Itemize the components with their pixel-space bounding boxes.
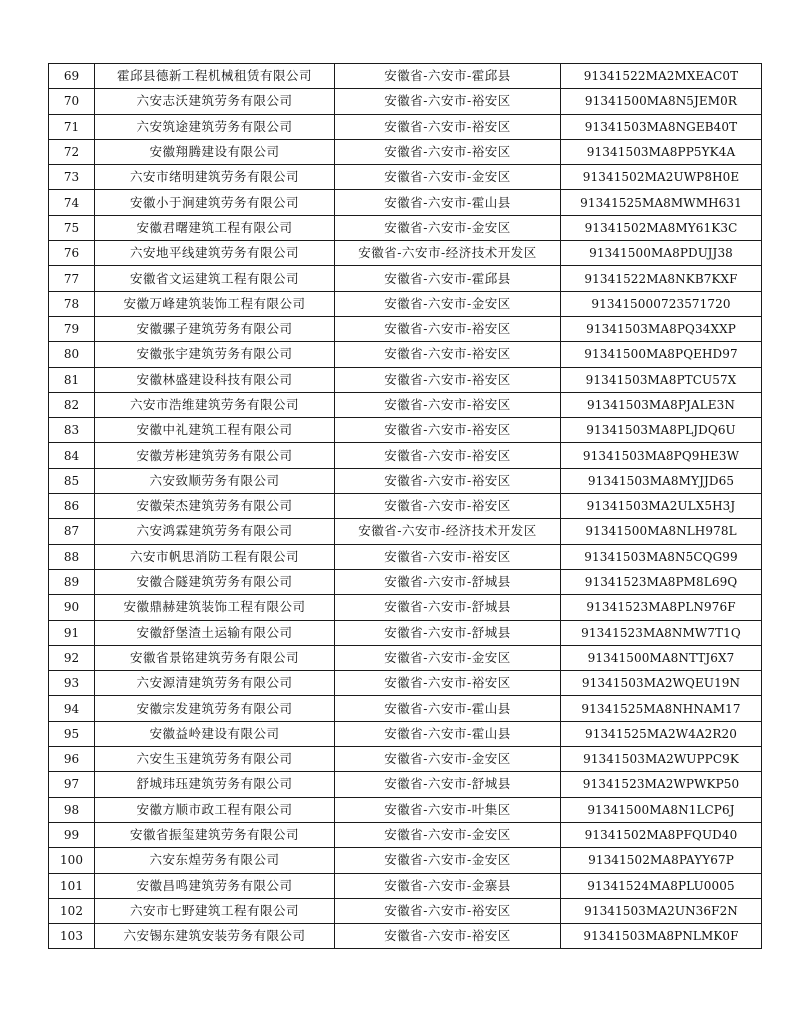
company-name-cell: 安徽荣杰建筑劳务有限公司 <box>95 494 335 519</box>
company-name-cell: 六安地平线建筑劳务有限公司 <box>95 241 335 266</box>
table-row <box>49 721 762 746</box>
region-cell: 安徽省-六安市-舒城县 <box>335 595 561 620</box>
table-row <box>49 367 762 392</box>
company-name-cell: 安徽省景铭建筑劳务有限公司 <box>95 645 335 670</box>
region-cell: 安徽省-六安市-裕安区 <box>335 671 561 696</box>
company-name-cell: 六安市浩维建筑劳务有限公司 <box>95 392 335 417</box>
credit-code-cell: 91341503MA8PQ9HE3W <box>561 443 762 468</box>
region-cell: 安徽省-六安市-裕安区 <box>335 898 561 923</box>
row-number: 101 <box>49 873 95 898</box>
credit-code-cell: 91341523MA2WPWKP50 <box>561 772 762 797</box>
row-number: 87 <box>49 519 95 544</box>
region-cell: 安徽省-六安市-裕安区 <box>335 924 561 949</box>
region-cell: 安徽省-六安市-裕安区 <box>335 114 561 139</box>
table-row <box>49 342 762 367</box>
row-number: 96 <box>49 747 95 772</box>
row-number: 82 <box>49 392 95 417</box>
table-row <box>49 671 762 696</box>
credit-code-cell: 91341500MA8NLH978L <box>561 519 762 544</box>
credit-code-cell: 91341503MA8PNLMK0F <box>561 924 762 949</box>
company-name-cell: 六安筑途建筑劳务有限公司 <box>95 114 335 139</box>
company-name-cell: 霍邱县德新工程机械租赁有限公司 <box>95 64 335 89</box>
table-row <box>49 797 762 822</box>
company-name-cell: 六安市七野建筑工程有限公司 <box>95 898 335 923</box>
credit-code-cell: 91341523MA8PM8L69Q <box>561 569 762 594</box>
region-cell: 安徽省-六安市-霍邱县 <box>335 64 561 89</box>
table-row <box>49 595 762 620</box>
credit-code-cell: 91341522MA2MXEAC0T <box>561 64 762 89</box>
credit-code-cell: 91341503MA8PLJDQ6U <box>561 418 762 443</box>
region-cell: 安徽省-六安市-舒城县 <box>335 772 561 797</box>
region-cell: 安徽省-六安市-金安区 <box>335 291 561 316</box>
table-row <box>49 569 762 594</box>
table-row <box>49 241 762 266</box>
region-cell: 安徽省-六安市-裕安区 <box>335 139 561 164</box>
credit-code-cell: 91341525MA8NHNAM17 <box>561 696 762 721</box>
company-name-cell: 安徽翔腾建设有限公司 <box>95 139 335 164</box>
credit-code-cell: 913415000723571720 <box>561 291 762 316</box>
row-number: 80 <box>49 342 95 367</box>
table-row <box>49 443 762 468</box>
region-cell: 安徽省-六安市-裕安区 <box>335 418 561 443</box>
row-number: 103 <box>49 924 95 949</box>
row-number: 90 <box>49 595 95 620</box>
company-name-cell: 六安市帆思消防工程有限公司 <box>95 544 335 569</box>
row-number: 92 <box>49 645 95 670</box>
row-number: 75 <box>49 215 95 240</box>
row-number: 84 <box>49 443 95 468</box>
region-cell: 安徽省-六安市-霍山县 <box>335 721 561 746</box>
region-cell: 安徽省-六安市-金安区 <box>335 848 561 873</box>
table-row <box>49 924 762 949</box>
credit-code-cell: 91341503MA8MYJJD65 <box>561 468 762 493</box>
table-row <box>49 316 762 341</box>
row-number: 71 <box>49 114 95 139</box>
company-name-cell: 六安东煌劳务有限公司 <box>95 848 335 873</box>
company-name-cell: 六安锡东建筑安装劳务有限公司 <box>95 924 335 949</box>
row-number: 100 <box>49 848 95 873</box>
row-number: 70 <box>49 89 95 114</box>
credit-code-cell: 91341500MA8NTTJ6X7 <box>561 645 762 670</box>
company-name-cell: 六安志沃建筑劳务有限公司 <box>95 89 335 114</box>
credit-code-cell: 91341500MA8N1LCP6J <box>561 797 762 822</box>
credit-code-cell: 91341525MA8MWMH631 <box>561 190 762 215</box>
table-row <box>49 696 762 721</box>
company-name-cell: 安徽方顺市政工程有限公司 <box>95 797 335 822</box>
row-number: 69 <box>49 64 95 89</box>
row-number: 91 <box>49 620 95 645</box>
region-cell: 安徽省-六安市-裕安区 <box>335 494 561 519</box>
credit-code-cell: 91341502MA8PAYY67P <box>561 848 762 873</box>
table-row <box>49 873 762 898</box>
row-number: 86 <box>49 494 95 519</box>
table-row <box>49 266 762 291</box>
credit-code-cell: 91341503MA8PQ34XXP <box>561 316 762 341</box>
table-row <box>49 215 762 240</box>
credit-code-cell: 91341503MA8N5CQG99 <box>561 544 762 569</box>
region-cell: 安徽省-六安市-霍山县 <box>335 696 561 721</box>
company-name-cell: 安徽舒堡渣土运输有限公司 <box>95 620 335 645</box>
company-name-cell: 六安源清建筑劳务有限公司 <box>95 671 335 696</box>
row-number: 79 <box>49 316 95 341</box>
row-number: 93 <box>49 671 95 696</box>
company-name-cell: 安徽张宇建筑劳务有限公司 <box>95 342 335 367</box>
region-cell: 安徽省-六安市-裕安区 <box>335 544 561 569</box>
table-row <box>49 620 762 645</box>
region-cell: 安徽省-六安市-裕安区 <box>335 316 561 341</box>
row-number: 98 <box>49 797 95 822</box>
table-row <box>49 190 762 215</box>
region-cell: 安徽省-六安市-裕安区 <box>335 392 561 417</box>
credit-code-cell: 91341503MA2UN36F2N <box>561 898 762 923</box>
table-row <box>49 645 762 670</box>
table-row <box>49 494 762 519</box>
table-row <box>49 165 762 190</box>
row-number: 76 <box>49 241 95 266</box>
company-name-cell: 安徽万峰建筑装饰工程有限公司 <box>95 291 335 316</box>
region-cell: 安徽省-六安市-叶集区 <box>335 797 561 822</box>
table-row <box>49 519 762 544</box>
table-row <box>49 139 762 164</box>
region-cell: 安徽省-六安市-裕安区 <box>335 367 561 392</box>
row-number: 81 <box>49 367 95 392</box>
credit-code-cell: 91341522MA8NKB7KXF <box>561 266 762 291</box>
credit-code-cell: 91341502MA8MY61K3C <box>561 215 762 240</box>
company-name-cell: 安徽骡子建筑劳务有限公司 <box>95 316 335 341</box>
company-name-cell: 安徽芳彬建筑劳务有限公司 <box>95 443 335 468</box>
company-name-cell: 安徽合隧建筑劳务有限公司 <box>95 569 335 594</box>
credit-code-cell: 91341500MA8N5JEM0R <box>561 89 762 114</box>
region-cell: 安徽省-六安市-舒城县 <box>335 569 561 594</box>
region-cell: 安徽省-六安市-舒城县 <box>335 620 561 645</box>
credit-code-cell: 91341503MA8PJALE3N <box>561 392 762 417</box>
region-cell: 安徽省-六安市-霍山县 <box>335 190 561 215</box>
credit-code-cell: 91341503MA8NGEB40T <box>561 114 762 139</box>
row-number: 72 <box>49 139 95 164</box>
region-cell: 安徽省-六安市-裕安区 <box>335 443 561 468</box>
row-number: 94 <box>49 696 95 721</box>
credit-code-cell: 91341525MA2W4A2R20 <box>561 721 762 746</box>
row-number: 89 <box>49 569 95 594</box>
table-row <box>49 747 762 772</box>
table-row <box>49 392 762 417</box>
row-number: 95 <box>49 721 95 746</box>
company-registry-table <box>48 63 762 949</box>
company-name-cell: 六安鸿霖建筑劳务有限公司 <box>95 519 335 544</box>
table-row <box>49 89 762 114</box>
region-cell: 安徽省-六安市-经济技术开发区 <box>335 519 561 544</box>
credit-code-cell: 91341503MA2ULX5H3J <box>561 494 762 519</box>
table-row <box>49 544 762 569</box>
region-cell: 安徽省-六安市-金安区 <box>335 822 561 847</box>
row-number: 102 <box>49 898 95 923</box>
company-name-cell: 六安生玉建筑劳务有限公司 <box>95 747 335 772</box>
row-number: 77 <box>49 266 95 291</box>
row-number: 73 <box>49 165 95 190</box>
company-name-cell: 安徽省振玺建筑劳务有限公司 <box>95 822 335 847</box>
region-cell: 安徽省-六安市-金寨县 <box>335 873 561 898</box>
region-cell: 安徽省-六安市-霍邱县 <box>335 266 561 291</box>
region-cell: 安徽省-六安市-裕安区 <box>335 342 561 367</box>
registry-table-body <box>49 64 762 949</box>
row-number: 99 <box>49 822 95 847</box>
credit-code-cell: 91341523MA8PLN976F <box>561 595 762 620</box>
region-cell: 安徽省-六安市-裕安区 <box>335 468 561 493</box>
region-cell: 安徽省-六安市-金安区 <box>335 165 561 190</box>
region-cell: 安徽省-六安市-经济技术开发区 <box>335 241 561 266</box>
company-name-cell: 安徽君曙建筑工程有限公司 <box>95 215 335 240</box>
credit-code-cell: 91341523MA8NMW7T1Q <box>561 620 762 645</box>
row-number: 85 <box>49 468 95 493</box>
table-row <box>49 848 762 873</box>
company-name-cell: 安徽益岭建设有限公司 <box>95 721 335 746</box>
table-row <box>49 114 762 139</box>
credit-code-cell: 91341502MA2UWP8H0E <box>561 165 762 190</box>
table-row <box>49 418 762 443</box>
credit-code-cell: 91341524MA8PLU0005 <box>561 873 762 898</box>
region-cell: 安徽省-六安市-金安区 <box>335 215 561 240</box>
row-number: 74 <box>49 190 95 215</box>
company-name-cell: 舒城玮珏建筑劳务有限公司 <box>95 772 335 797</box>
table-row <box>49 468 762 493</box>
company-name-cell: 安徽宗发建筑劳务有限公司 <box>95 696 335 721</box>
credit-code-cell: 91341500MA8PQEHD97 <box>561 342 762 367</box>
region-cell: 安徽省-六安市-金安区 <box>335 645 561 670</box>
row-number: 83 <box>49 418 95 443</box>
company-name-cell: 安徽省文运建筑工程有限公司 <box>95 266 335 291</box>
credit-code-cell: 91341503MA2WQEU19N <box>561 671 762 696</box>
credit-code-cell: 91341503MA8PP5YK4A <box>561 139 762 164</box>
company-name-cell: 安徽林盛建设科技有限公司 <box>95 367 335 392</box>
company-name-cell: 安徽鼎赫建筑装饰工程有限公司 <box>95 595 335 620</box>
company-name-cell: 安徽中礼建筑工程有限公司 <box>95 418 335 443</box>
credit-code-cell: 91341503MA8PTCU57X <box>561 367 762 392</box>
table-row <box>49 291 762 316</box>
company-name-cell: 安徽小于涧建筑劳务有限公司 <box>95 190 335 215</box>
credit-code-cell: 91341500MA8PDUJJ38 <box>561 241 762 266</box>
credit-code-cell: 91341503MA2WUPPC9K <box>561 747 762 772</box>
region-cell: 安徽省-六安市-金安区 <box>335 747 561 772</box>
company-name-cell: 六安市绪明建筑劳务有限公司 <box>95 165 335 190</box>
region-cell: 安徽省-六安市-裕安区 <box>335 89 561 114</box>
row-number: 97 <box>49 772 95 797</box>
table-row <box>49 822 762 847</box>
company-name-cell: 安徽昌鸣建筑劳务有限公司 <box>95 873 335 898</box>
company-name-cell: 六安致顺劳务有限公司 <box>95 468 335 493</box>
table-row <box>49 772 762 797</box>
credit-code-cell: 91341502MA8PFQUD40 <box>561 822 762 847</box>
row-number: 88 <box>49 544 95 569</box>
table-row <box>49 64 762 89</box>
row-number: 78 <box>49 291 95 316</box>
table-row <box>49 898 762 923</box>
